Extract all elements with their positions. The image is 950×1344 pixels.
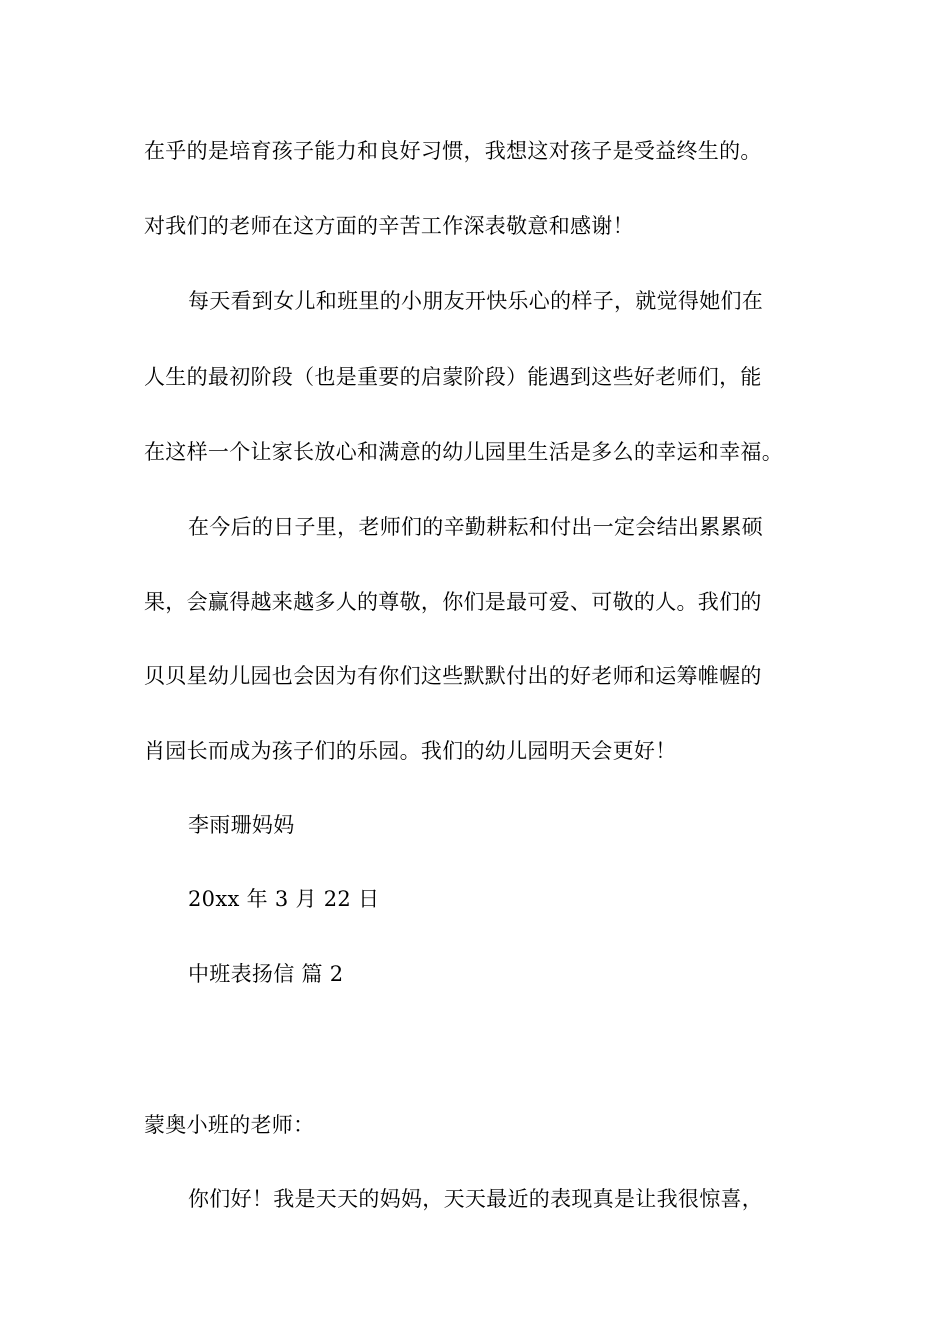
opening-line: 你们好！我是天天的妈妈，天天最近的表现真是让我很惊喜， [188, 1187, 764, 1211]
paragraph-line: 对我们的老师在这方面的辛苦工作深表敬意和感谢！ [144, 214, 634, 238]
salutation: 蒙奥小班的老师： [144, 1113, 315, 1137]
date: 20xx 年 3 月 22 日 [188, 887, 380, 911]
section-title: 中班表扬信 篇 2 [188, 962, 344, 986]
paragraph-line: 在乎的是培育孩子能力和良好习惯，我想这对孩子是受益终生的。 [144, 139, 762, 163]
paragraph-line: 肖园长而成为孩子们的乐园。我们的幼儿园明天会更好！ [144, 739, 677, 763]
paragraph-line: 在这样一个让家长放心和满意的幼儿园里生活是多么的幸运和幸福。 [144, 440, 783, 464]
paragraph-line: 人生的最初阶段（也是重要的启蒙阶段）能遇到这些好老师们，能 [144, 365, 762, 389]
paragraph-line: 在今后的日子里，老师们的辛勤耕耘和付出一定会结出累累硕 [188, 515, 764, 539]
paragraph-line: 每天看到女儿和班里的小朋友开快乐心的样子，就觉得她们在 [188, 289, 764, 313]
paragraph-line: 贝贝星幼儿园也会因为有你们这些默默付出的好老师和运筹帷幄的 [144, 664, 762, 688]
signature: 李雨珊妈妈 [188, 813, 295, 837]
paragraph-line: 果，会赢得越来越多人的尊敬，你们是最可爱、可敬的人。我们的 [144, 590, 762, 614]
